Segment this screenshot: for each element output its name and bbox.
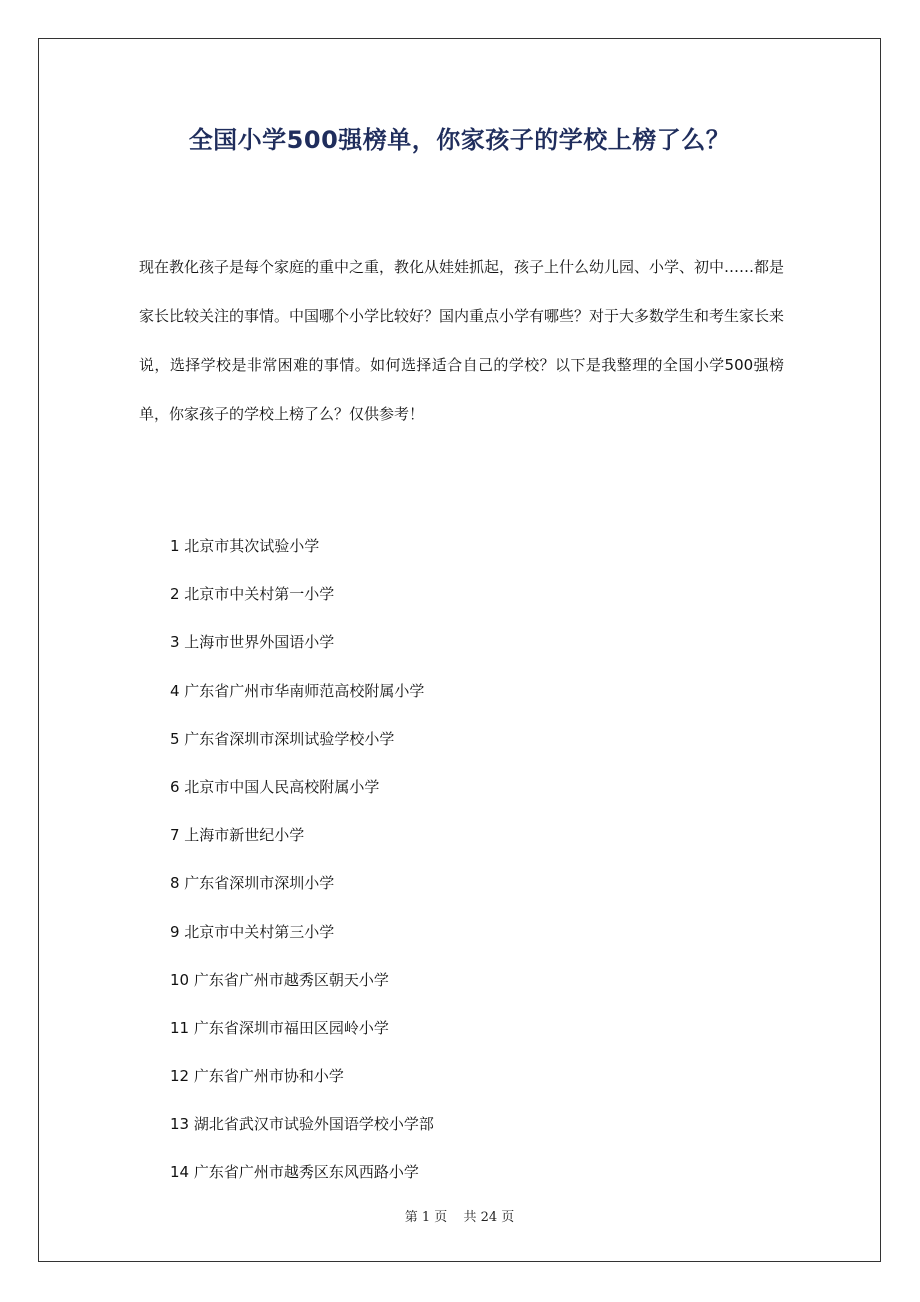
list-item: 5 广东省深圳市深圳试验学校小学: [170, 729, 395, 748]
page-border: [38, 38, 881, 1262]
list-item: 14 广东省广州市越秀区东风西路小学: [170, 1163, 419, 1182]
list-item: 11 广东省深圳市福田区园岭小学: [170, 1018, 389, 1037]
school-ranking-list: [170, 530, 434, 1205]
list-item: 10 广东省广州市越秀区朝天小学: [170, 970, 389, 989]
list-item: 6 北京市中国人民高校附属小学: [170, 777, 380, 796]
list-item: 13 湖北省武汉市试验外国语学校小学部: [170, 1115, 434, 1134]
intro-paragraph: 现在教化孩子是每个家庭的重中之重，教化从娃娃抓起，孩子上什么幼儿园、小学、初中……都是家长比较关注的事情。中国哪个小学比较好？国内重点小学有哪些？对于大多数学生和考生家长来说，选择学校是非常困难的事情。如何选择适合自己的学校？以下是我整理的全国小学500强榜单，你家孩子的学校上榜了么？仅供参考！: [139, 258, 785, 423]
list-item: 7 上海市新世纪小学: [170, 826, 305, 845]
list-item: 4 广东省广州市华南师范高校附属小学: [170, 681, 425, 700]
page-footer: [38, 1206, 881, 1225]
list-item: 2 北京市中关村第一小学: [170, 585, 335, 604]
page-number-total: 共 24 页: [463, 1210, 515, 1225]
list-item: 3 上海市世界外国语小学: [170, 633, 335, 652]
list-item: 12 广东省广州市协和小学: [170, 1067, 344, 1086]
page-title: 全国小学500强榜单，你家孩子的学校上榜了么？: [188, 126, 731, 154]
list-item: 8 广东省深圳市深圳小学: [170, 874, 335, 893]
page-number-current: 第 1 页: [404, 1210, 448, 1225]
list-item: 1 北京市其次试验小学: [170, 537, 320, 555]
list-item: 9 北京市中关村第三小学: [170, 922, 335, 941]
